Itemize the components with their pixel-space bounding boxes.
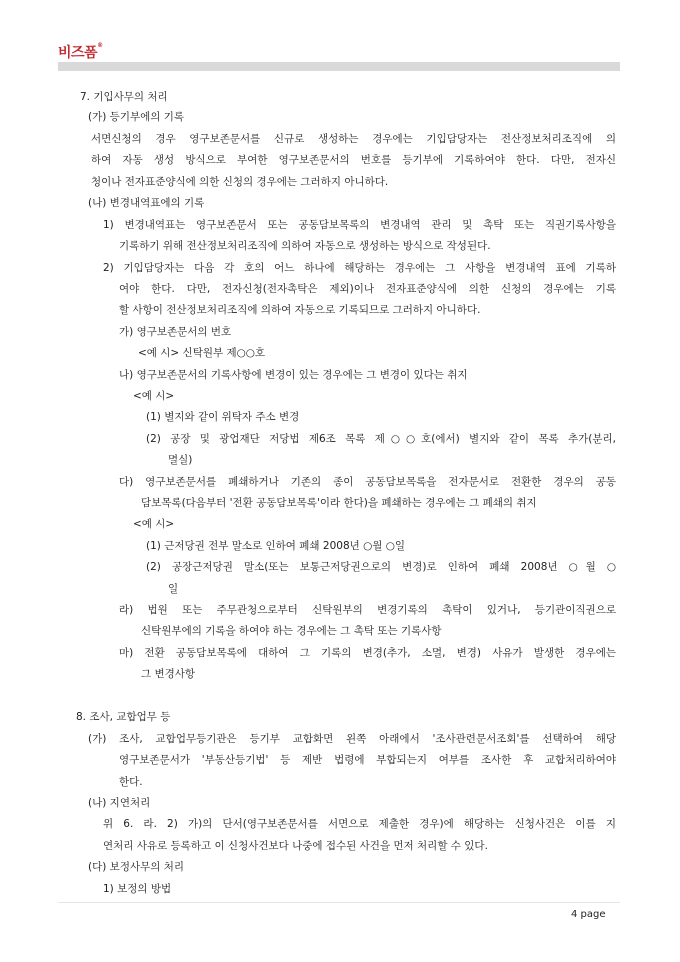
paragraph-line: 할 사항이 전산정보처리조직에 의하여 자동으로 기록되므로 그러하지 아니하다. bbox=[119, 304, 481, 316]
paragraph-line: 2) 기입담당자는 다음 각 호의 어느 하나에 해당하는 경우에는 그 사항을 변경내역 표에 기록하 bbox=[103, 262, 616, 274]
paragraph-line: 신탁원부에의 기록을 하여야 하는 경우에는 그 촉탁 또는 기록사항 bbox=[141, 625, 442, 637]
subsection-title: (나) 지연처리 bbox=[88, 797, 151, 809]
item-heading: 다) 영구보존문서를 폐쇄하거나 기존의 종이 공동담보목록을 전자문서로 전환한 경우의 공동 bbox=[119, 476, 616, 488]
paragraph-line: 청이나 전자표준양식에 의한 신청의 경우에는 그러하지 아니하다. bbox=[91, 176, 389, 188]
item-heading: 나) 영구보존문서의 기록사항에 변경이 있는 경우에는 그 변경이 있다는 취지 bbox=[119, 369, 468, 381]
example-line: (2) 공장근저당권 말소(또는 보통근저당권으로의 변경)로 인하여 폐쇄 2008년 ○월 ○ bbox=[146, 561, 616, 573]
paragraph-line: 기록하기 위해 전산정보처리조직에 의하여 자동으로 생성하는 방식으로 작성된다. bbox=[119, 240, 491, 252]
section-title: 8. 조사, 교합업무 등 bbox=[76, 711, 171, 723]
header-bar bbox=[58, 62, 620, 71]
item-heading: 마) 전환 공동담보목록에 대하여 그 기록의 변경(추가, 소멸, 변경) 사유가 발생한 경우에는 bbox=[119, 647, 616, 659]
example-line: 멸실) bbox=[168, 454, 193, 466]
example-line: (2) 공장 및 광업재단 저당법 제6조 목록 제○○호(에서) 별지와 같이 목록 추가(분리, bbox=[146, 433, 616, 445]
page-number: 4 page bbox=[571, 909, 606, 920]
subsection-title: (나) 변경내역표에의 기록 bbox=[88, 197, 205, 209]
paragraph-line: 한다. bbox=[119, 776, 143, 788]
paragraph-line: 담보목록(다음부터 '전환 공동담보목록'이라 한다)을 폐쇄하는 경우에는 그 폐쇄의 취지 bbox=[141, 497, 537, 509]
example-label: <예 시> bbox=[133, 390, 175, 402]
example-label: <예 시> bbox=[133, 518, 175, 530]
paragraph-line: 서면신청의 경우 영구보존문서를 신규로 생성하는 경우에는 기입담당자는 전산정보처리조직에 의 bbox=[91, 133, 616, 145]
section-title: 7. 기입사무의 처리 bbox=[80, 91, 168, 103]
footer-divider bbox=[58, 902, 620, 903]
example-line: (1) 별지와 같이 위탁자 주소 변경 bbox=[146, 411, 300, 423]
paragraph-line: 위 6. 라. 2) 가)의 단서(영구보존문서를 서면으로 제출한 경우)에 해당하는 신청사건은 이를 지 bbox=[103, 818, 616, 830]
paragraph-line: 1) 변경내역표는 영구보존문서 또는 공동담보목록의 변경내역 관리 및 촉탁 또는 직권기록사항을 bbox=[103, 219, 616, 231]
subsection-title: (다) 보정사무의 처리 bbox=[88, 861, 185, 873]
item-heading: 라) 법원 또는 주무관청으로부터 신탁원부의 변경기록의 촉탁이 있거나, 등기관이직권으로 bbox=[119, 604, 616, 616]
subsection-title: (가) 등기부에의 기록 bbox=[88, 111, 185, 123]
paragraph-line: 여야 한다. 다만, 전자신청(전자촉탁은 제외)이나 전자표준양식에 의한 신청의 경우에는 기록 bbox=[119, 283, 616, 295]
item-heading: 가) 영구보존문서의 번호 bbox=[119, 326, 232, 338]
paragraph-line: 영구보존문서가 '부동산등기법' 등 제반 법령에 부합되는지 여부를 조사한 후 교합처리하여야 bbox=[119, 754, 616, 766]
item-heading: 1) 보정의 방법 bbox=[103, 883, 172, 895]
bizform-logo: 비즈폼® bbox=[58, 42, 103, 61]
example-line: <예 시> 신탁원부 제○○호 bbox=[138, 347, 266, 359]
paragraph-line: 하여 자동 생성 방식으로 부여한 영구보존문서의 번호를 등기부에 기록하여야 한다. 다만, 전자신 bbox=[91, 154, 616, 166]
paragraph-line: 그 변경사항 bbox=[141, 668, 196, 680]
paragraph-line: (가) 조사, 교합업무등기관은 등기부 교합화면 왼쪽 아래에서 '조사관련문서조회'를 선택하여 해당 bbox=[88, 733, 616, 745]
paragraph-line: 연처리 사유로 등록하고 이 신청사건보다 나중에 접수된 사건을 먼저 처리할 수 있다. bbox=[103, 840, 488, 852]
example-line: (1) 근저당권 전부 말소로 인하여 폐쇄 2008년 ○월 ○일 bbox=[146, 540, 406, 552]
example-line: 일 bbox=[168, 583, 179, 595]
